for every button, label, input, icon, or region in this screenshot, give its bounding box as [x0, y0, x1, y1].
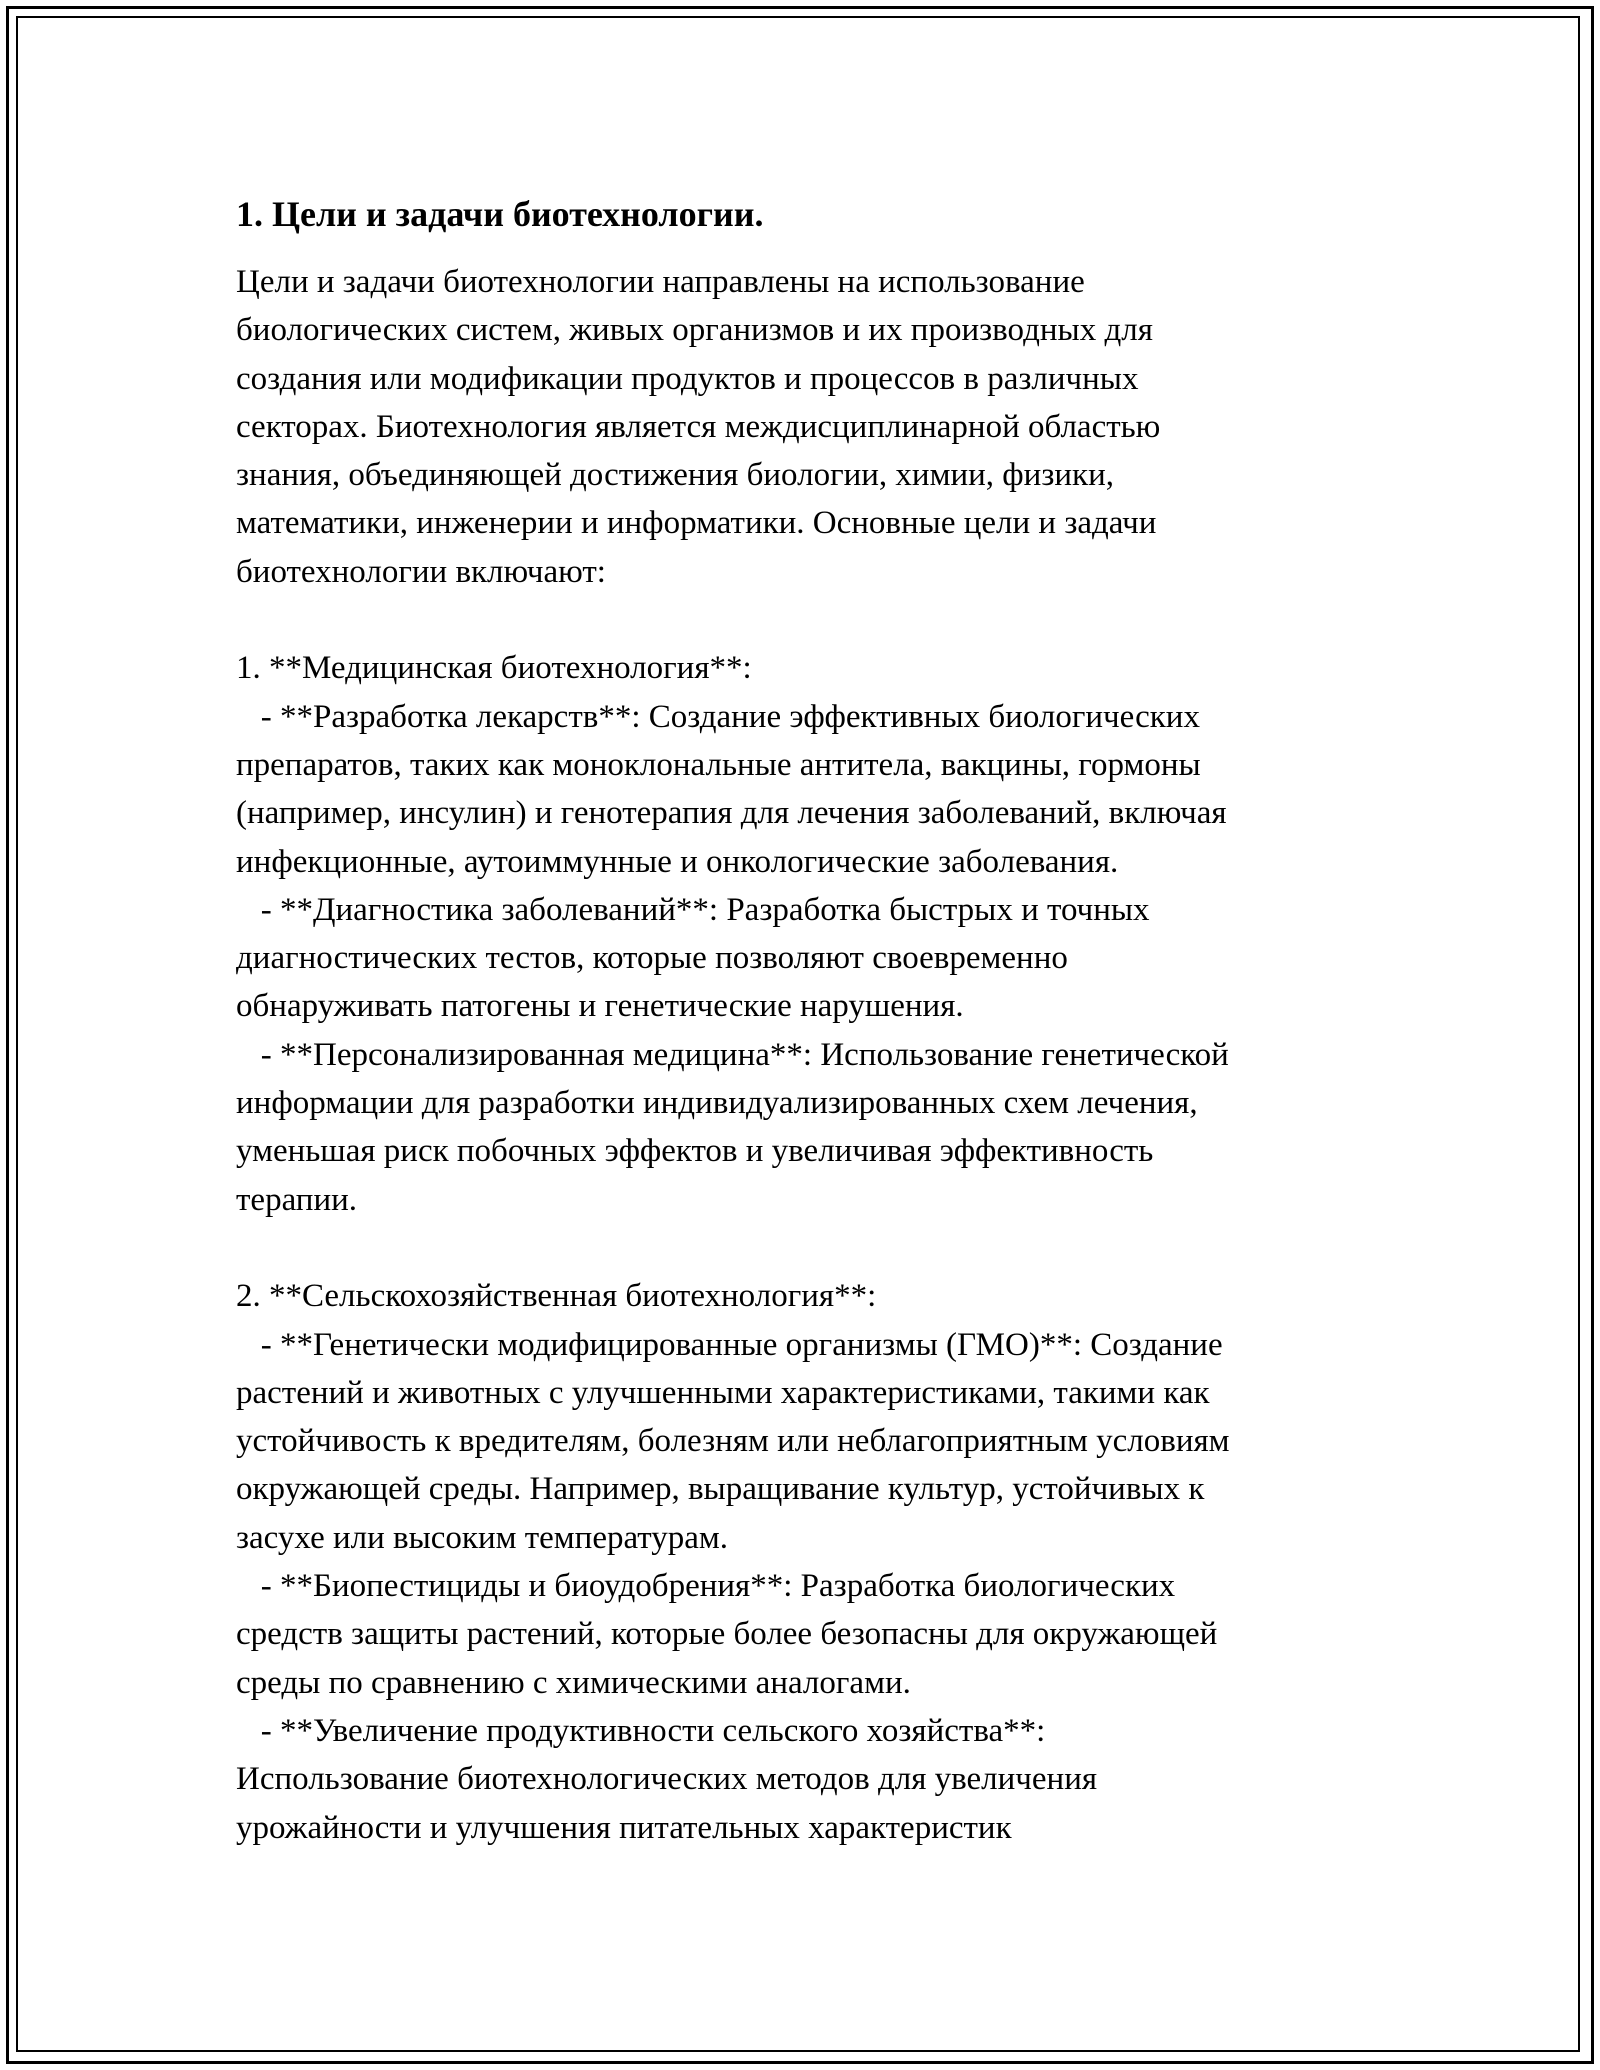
text-line: урожайности и улучшения питательных характеристик: [236, 1809, 1012, 1846]
text-line: биотехнологии включают:: [236, 553, 606, 590]
text-line: средств защиты растений, которые более безопасны для окружающей: [236, 1616, 1218, 1653]
text-line: биологических систем, живых организмов и их производных для: [236, 312, 1153, 349]
text-line: математики, инженерии и информатики. Основные цели и задачи: [236, 505, 1157, 542]
text-line: 2. **Сельскохозяйственная биотехнология**:: [236, 1278, 877, 1315]
text-line: информации для разработки индивидуализированных схем лечения,: [236, 1085, 1198, 1122]
text-line: инфекционные, аутоиммунные и онкологические заболевания.: [236, 843, 1119, 880]
text-line: окружающей среды. Например, выращивание культур, устойчивых к: [236, 1471, 1205, 1508]
text-line: обнаруживать патогены и генетические нарушения.: [236, 988, 964, 1025]
text-line: создания или модификации продуктов и процессов в различных: [236, 360, 1139, 397]
text-line: - **Генетически модифицированные организмы (ГМО)**: Создание: [236, 1326, 1223, 1363]
text-line: Цели и задачи биотехнологии направлены на использование: [236, 264, 1085, 300]
blank-line: [236, 596, 1376, 644]
text-line: знания, объединяющей достижения биологии, химии, физики,: [236, 457, 1114, 494]
text-line: среды по сравнению с химическими аналогами.: [236, 1664, 911, 1701]
text-line: засухе или высоким температурам.: [236, 1519, 729, 1556]
text-line: препаратов, таких как моноклональные антитела, вакцины, гормоны: [236, 746, 1201, 783]
text-line: уменьшая риск побочных эффектов и увеличивая эффективность: [236, 1133, 1154, 1170]
text-line: - **Увеличение продуктивности сельского хозяйства**:: [236, 1712, 1046, 1749]
text-line: - **Диагностика заболеваний**: Разработка быстрых и точных: [236, 891, 1150, 928]
blank-line: [236, 1224, 1376, 1272]
text-line: (например, инсулин) и генотерапия для лечения заболеваний, включая: [236, 795, 1227, 832]
document-title: 1. Цели и задачи биотехнологии.: [236, 194, 764, 234]
text-line: секторах. Биотехнология является междисциплинарной областью: [236, 408, 1161, 445]
document-text: [236, 258, 1376, 1852]
text-line: терапии.: [236, 1181, 358, 1218]
text-line: устойчивость к вредителям, болезням или неблагоприятным условиям: [236, 1423, 1230, 1460]
text-line: диагностических тестов, которые позволяют своевременно: [236, 940, 1068, 977]
text-line: растений и животных с улучшенными характеристиками, такими как: [236, 1374, 1210, 1411]
text-line: - **Персонализированная медицина**: Использование генетической: [236, 1036, 1229, 1073]
text-line: Использование биотехнологических методов для увеличения: [236, 1761, 1098, 1798]
text-line: - **Разработка лекарств**: Создание эффективных биологических: [236, 698, 1200, 735]
document-body: [236, 190, 1376, 1852]
text-line: - **Биопестициды и биоудобрения**: Разработка биологических: [236, 1568, 1176, 1605]
text-line: 1. **Медицинская биотехнология**:: [236, 650, 752, 687]
